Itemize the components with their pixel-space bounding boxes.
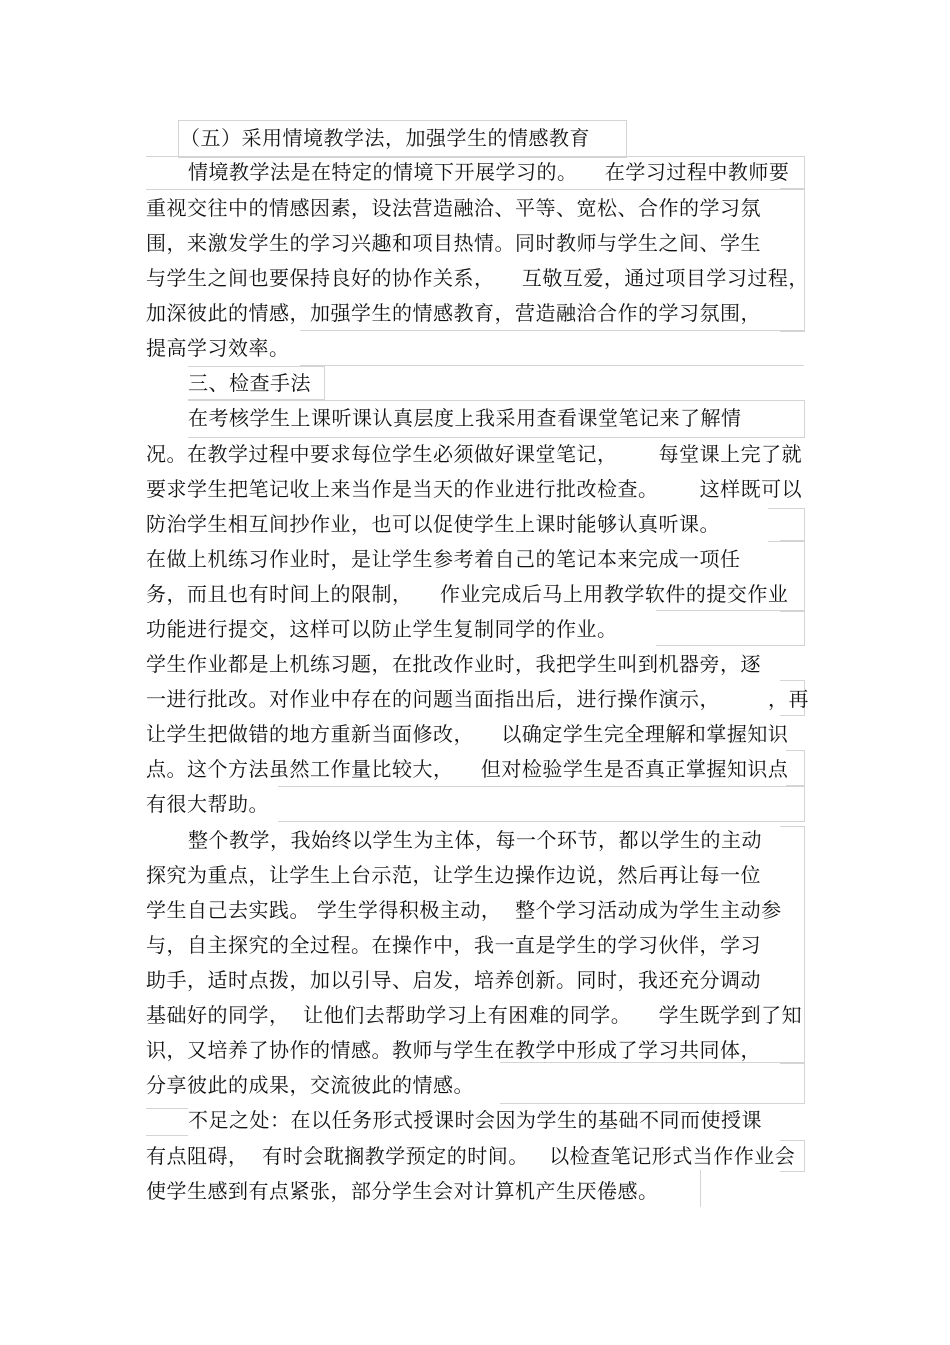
paragraph-line: 要求学生把笔记收上来当作是当天的作业进行批改检查。 这样既可以 [146,477,803,501]
paragraph-line: 重视交往中的情感因素，设法营造融洽、平等、宽松、合作的学习氛 [146,196,761,220]
paragraph-line: 助手，适时点拨，加以引导、启发，培养创新。同时，我还充分调动 [146,968,761,992]
paragraph-line: 不足之处：在以任务形式授课时会因为学生的基础不同而使授课 [188,1108,762,1132]
heading-inspection-method: 三、检查手法 [188,371,311,395]
paragraph-line: 让学生把做错的地方重新当面修改， 以确定学生完全理解和掌握知识 [146,722,789,746]
paragraph-line: 有点阻碍， 有时会耽搁教学预定的时间。 以检查笔记形式当作作业会 [146,1144,796,1168]
paragraph-line: 围，来激发学生的学习兴趣和项目热情。同时教师与学生之间、学生 [146,231,761,255]
paragraph-line: 点。这个方法虽然工作量比较大， 但对检验学生是否真正掌握知识点 [146,757,789,781]
text-box-outline [146,1108,188,1136]
text-box-outline [656,610,805,646]
text-box-outline [278,786,805,822]
paragraph-line: 务，而且也有时间上的限制， 作业完成后马上用教学软件的提交作业 [146,582,789,606]
paragraph-line: 情境教学法是在特定的情境下开展学习的。 在学习过程中教师要 [188,160,790,184]
paragraph-line: 一进行批改。对作业中存在的问题当面指出后，进行操作演示， ，再 [146,687,810,711]
paragraph-line: 在考核学生上课听课认真层度上我采用查看课堂笔记来了解情 [188,406,742,430]
text-box-outline [780,188,805,332]
paragraph-line: 探究为重点，让学生上台示范，让学生边操作边说，然后再让每一位 [146,863,761,887]
text-box-outline [500,1062,805,1104]
paragraph-line: 学生自己去实践。 学生学得积极主动， 整个学习活动成为学生主动参 [146,898,782,922]
paragraph-line: 与，自主探究的全过程。在操作中，我一直是学生的学习伙伴，学习 [146,933,761,957]
text-box-outline [768,508,805,542]
paragraph-line: 分享彼此的成果，交流彼此的情感。 [146,1073,474,1097]
paragraph-line: 况。在教学过程中要求每位学生必须做好课堂笔记， 每堂课上完了就 [146,442,803,466]
paragraph-line: 提高学习效率。 [146,336,290,360]
text-box-outline [300,330,804,366]
text-box-outline [700,1170,701,1207]
text-box-outline [786,750,805,786]
paragraph-line: 功能进行提交，这样可以防止学生复制同学的作业。 [146,617,618,641]
paragraph-line: 学生作业都是上机练习题，在批改作业时，我把学生叫到机器旁，逐 [146,652,761,676]
paragraph-line: 加深彼此的情感，加强学生的情感教育，营造融洽合作的学习氛围， [146,301,761,325]
paragraph-line: 防治学生相互间抄作业，也可以促使学生上课时能够认真听课。 [146,512,720,536]
paragraph-line: 识，又培养了协作的情感。教师与学生在教学中形成了学习共同体， [146,1038,761,1062]
paragraph-line: 基础好的同学， 让他们去帮助学习上有困难的同学。 学生既学到了知 [146,1003,803,1027]
heading-situational-teaching: （五）采用情境教学法，加强学生的情感教育 [180,126,590,150]
paragraph-line: 使学生感到有点紧张，部分学生会对计算机产生厌倦感。 [146,1179,659,1203]
paragraph-line: 整个教学，我始终以学生为主体，每一个环节，都以学生的主动 [188,828,762,852]
paragraph-line: 与学生之间也要保持良好的协作关系， 互敬互爱，通过项目学习过程， [146,266,809,290]
text-box-outline [146,156,188,190]
paragraph-line: 在做上机练习作业时，是让学生参考着自己的笔记本来完成一项任 [146,547,741,571]
paragraph-line: 有很大帮助。 [146,792,269,816]
